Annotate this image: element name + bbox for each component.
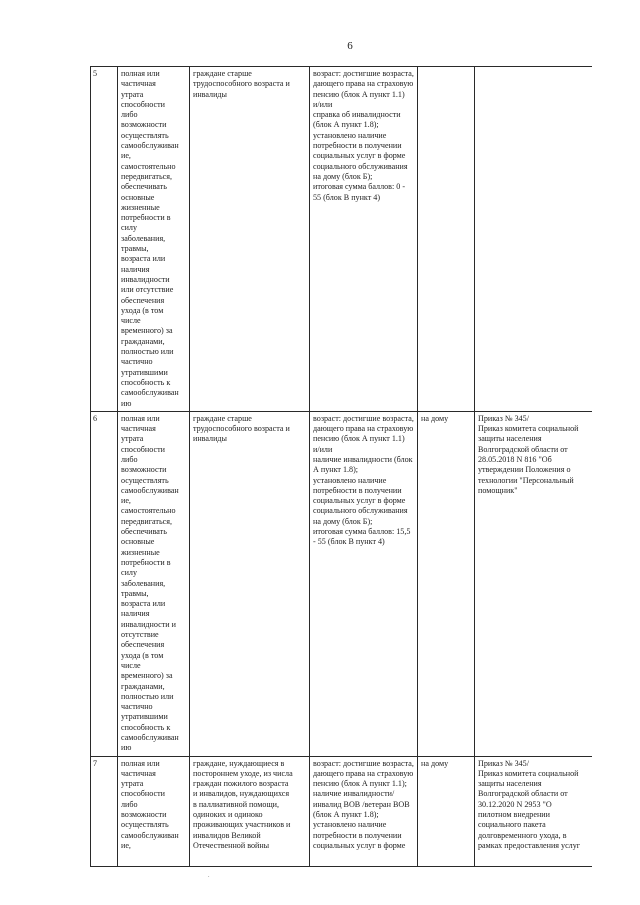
table-row <box>91 67 593 412</box>
page-number: 6 <box>347 40 353 52</box>
criteria-cell <box>310 756 418 867</box>
service-form-cell <box>418 411 475 756</box>
criteria-text: возраст: достигшие возраста, дающего права на страховую пенсию (блок А пункт 1.1); наличие инвалидности/ инвалид ВОВ /ветеран ВОВ (блок А пункт 1.8); установлено наличие потребности в получении социальных услуг в форме <box>313 758 414 850</box>
table-row <box>91 411 593 756</box>
legal-document-text: Приказ № 345/ Приказ комитета социальной защиты населения Волгоградской области от 30.12.2020 N 2953 "О пилотном внедрении социального пакета долговременного ухода, в рамках предоставления услуг <box>478 758 581 850</box>
service-form-text: на дому <box>421 413 449 423</box>
criteria-cell <box>310 411 418 756</box>
legal-document-cell <box>475 67 593 412</box>
recipients-text: граждане, нуждающиеся в постороннем уходе, из числа граждан пожилого возраста и инвалидов, нуждающихся в паллиативной помощи, одиноких и одиноко проживающих участников и инвалидов Великой Отечественной войны <box>193 758 293 850</box>
condition-text: полная или частичная утрата способности либо возможности осуществлять самообслуживан ие, <box>121 758 179 850</box>
service-form-cell <box>418 67 475 412</box>
condition-text: полная или частичная утрата способности либо возможности осуществлять самообслуживан ие, самостоятельно передвигаться, обеспечивать основные жизненные потребности в силу заболевания, травмы, возраста или наличия инвалидности и отсутствие обеспечения ухода (в том числе временного) за гражданами, полностью или частично утратившими способность к самообслуживан ию <box>121 413 179 753</box>
service-form-text: на дому <box>421 758 449 768</box>
recipients-cell <box>190 411 310 756</box>
condition-text: полная или частичная утрата способности либо возможности осуществлять самообслуживан ие, самостоятельно передвигаться, обеспечивать основные жизненные потребности в силу заболевания, травмы, возраста или наличия инвалидности или отсутствие обеспечения ухода (в том числе временного) за гражданами, полностью или частично утратившими способность к самообслуживан ию <box>121 69 179 408</box>
row-number: 6 <box>93 413 98 423</box>
row-number-cell <box>91 411 118 756</box>
legal-document-cell <box>475 411 593 756</box>
row-number: 7 <box>93 758 98 768</box>
condition-cell <box>118 67 190 412</box>
criteria-text: возраст: достигшие возраста, дающего права на страховую пенсию (блок А пункт 1.1) и/или наличие инвалидности (блок А пункт 1.8); установлено наличие потребности в получении социальных услуг в форме социального обслуживания на дому (блок Б); итоговая сумма баллов: 15,5 - 55 (блок В пункт 4) <box>313 413 414 547</box>
criteria-text: возраст: достигшие возраста, дающего права на страховую пенсию (блок А пункт 1.1) и/или справка об инвалидности (блок А пункт 1.8); установлено наличие потребности в получении социальных услуг в форме социального обслуживания на дому (блок Б); итоговая сумма баллов: 0 - 55 (блок В пункт 4) <box>313 69 414 202</box>
recipients-cell <box>190 756 310 867</box>
footer-mark: . <box>208 873 210 879</box>
row-number-cell <box>91 756 118 867</box>
row-number-cell <box>91 67 118 412</box>
recipients-cell <box>190 67 310 412</box>
table-row <box>91 756 593 867</box>
recipients-text: граждане старше трудоспособного возраста и инвалиды <box>193 69 290 99</box>
condition-cell <box>118 411 190 756</box>
document-table-container <box>90 66 592 867</box>
legal-document-text: Приказ № 345/ Приказ комитета социальной защиты населения Волгоградской области от 28.05.2018 N 816 "Об утверждении Положения о технологии "Персональный помощник" <box>478 413 579 495</box>
condition-cell <box>118 756 190 867</box>
recipients-text: граждане старше трудоспособного возраста и инвалиды <box>193 413 290 444</box>
service-form-cell <box>418 756 475 867</box>
legal-document-cell <box>475 756 593 867</box>
services-table <box>90 66 592 867</box>
criteria-cell <box>310 67 418 412</box>
row-number: 5 <box>93 69 98 78</box>
